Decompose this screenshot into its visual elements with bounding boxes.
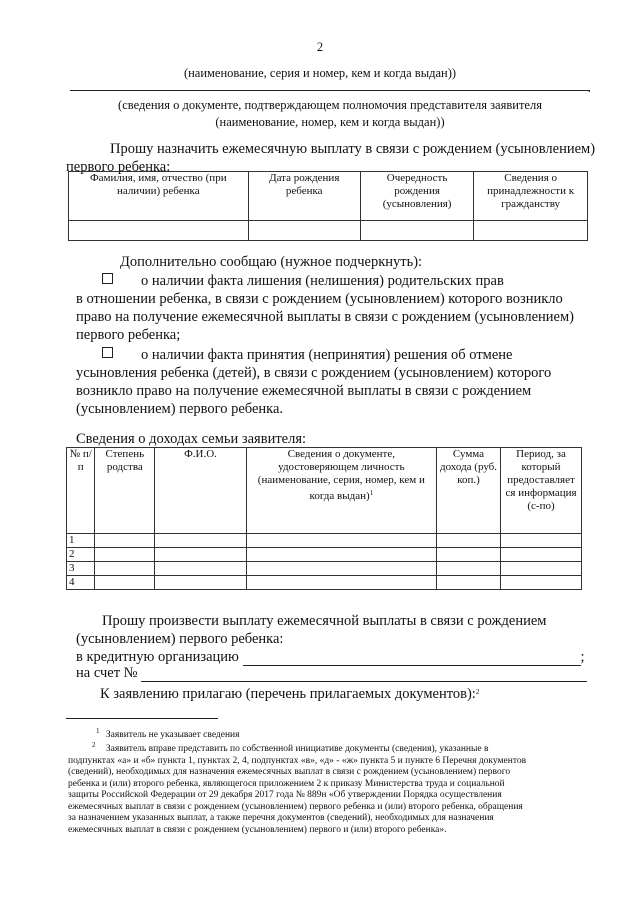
income-cell[interactable] [436,562,500,576]
income-cell[interactable] [246,534,436,548]
option1-line1: о наличии факта лишения (нелишения) родительских прав [141,273,504,289]
income-row-number: 1 [67,534,95,548]
footnote-separator [66,718,218,719]
rep-doc-caption-line2: (наименование, номер, кем и когда выдан)) [215,115,445,129]
option2-line2: усыновления ребенка (детей), в связи с рождением (усыновлением) которого [76,365,552,381]
request-payment [76,612,596,648]
income-col-period: Период, за который предоставляет ся информация (с-по) [501,448,582,534]
doc-caption: (наименование, серия и номер, кем и когда выдан)) [183,66,457,80]
income-cell[interactable] [501,576,582,590]
income-col-no: № п/п [67,448,95,534]
footnote-2-line7: за назначением указанных выплат, а также перечня документов (сведений), необходимых для назначения [68,813,494,823]
income-cell[interactable] [155,534,246,548]
dot-mark: . [588,84,591,95]
child-cell-birth-date[interactable] [248,221,360,241]
footnote-1-mark: 1 [96,727,100,735]
option2-line4: (усыновлением) первого ребенка. [76,401,284,417]
income-cell[interactable] [436,548,500,562]
table-row [67,576,582,590]
income-cell[interactable] [95,548,155,562]
income-cell[interactable] [95,534,155,548]
attachments-label: К заявлению прилагаю (перечень прилагаемых документов): [100,686,476,702]
income-cell[interactable] [436,534,500,548]
credit-org-end: ; [580,649,585,665]
income-cell[interactable] [155,562,246,576]
footnote-2-line5: защиты Российской Федерации от 29 декабря 2017 года № 889н «Об утверждении Порядка осуществления [68,790,502,800]
footnote-2-line4: ребенка и (или) второго ребенка, являющегося приложением 2 к приказу Министерства труда и социальной [68,778,505,789]
request-assign-line1: Прошу назначить ежемесячную выплату в связи с рождением (усыновлением) [110,141,596,157]
attachments-sup: 2 [475,688,480,696]
option1-line3: право на получение ежемесячной выплаты в связи с рождением (усыновлением) [76,309,574,325]
income-cell[interactable] [95,562,155,576]
child-cell-order[interactable] [360,221,473,241]
request-assign-line2: первого ребенка: [66,159,171,175]
account-row [76,664,600,682]
option2-checkbox[interactable] [102,347,113,358]
footnote-2-line6: ежемесячных выплат в связи с рождением (усыновлением) первого ребенка и (или) второго ребенка, обращения [68,801,523,812]
footnote-2 [68,740,596,836]
income-cell[interactable] [155,576,246,590]
income-cell[interactable] [246,548,436,562]
child-col-order: Очередность рождения (усыновления) [360,172,473,221]
footnote-1-text: Заявитель не указывает сведения [105,730,240,740]
credit-org-label: в кредитную организацию [76,649,239,665]
income-cell[interactable] [155,548,246,562]
income-col-relation: Степень родства [95,448,155,534]
income-col-document [246,448,436,534]
attachments-row [100,683,479,703]
option1-checkbox[interactable] [102,273,113,284]
child-col-citizenship: Сведения о принадлежности к гражданству [474,172,588,221]
child-table [68,171,588,241]
footnote-2-line3: (сведений), необходимых для назначения ежемесячных выплат в связи с рождением (усыновлением) первого [68,767,511,777]
income-cell[interactable] [501,548,582,562]
option1-line4: первого ребенка; [76,327,181,343]
footnote-2-line1: Заявитель вправе представить по собственной инициативе документы (сведения), указанные в [105,744,489,754]
table-row [67,548,582,562]
income-row-number: 2 [67,548,95,562]
income-cell[interactable] [501,562,582,576]
income-cell[interactable] [95,576,155,590]
account-input-line[interactable] [141,667,587,682]
income-table [66,447,582,590]
income-col-document-sup: 1 [369,489,374,497]
child-cell-citizenship[interactable] [474,221,588,241]
table-row [67,534,582,548]
option-deprivation [76,272,600,344]
child-cell-name[interactable] [69,221,249,241]
child-col-name: Фамилия, имя, отчество (при наличии) ребенка [69,172,249,221]
income-row-number: 3 [67,562,95,576]
request-payment-line2: (усыновлением) первого ребенка: [76,631,284,647]
footnote-2-mark: 2 [92,741,96,749]
option-adoption [76,346,600,418]
income-title: Сведения о доходах семьи заявителя: [76,431,307,447]
option2-line3: возникло право на получение ежемесячной выплаты в связи с рождением [76,383,532,399]
income-col-fio: Ф.И.О. [155,448,246,534]
income-cell[interactable] [246,576,436,590]
option1-line2: в отношении ребенка, в связи с рождением (усыновлением) которого возникло [76,291,563,307]
rep-doc-fill-line [70,90,590,91]
rep-doc-caption [0,97,640,131]
income-cell[interactable] [436,576,500,590]
additional-intro: Дополнительно сообщаю (нужное подчеркнуть): [120,254,423,270]
rep-doc-caption-line1: (сведения о документе, подтверждающем полномочия представителя заявителя [118,98,542,112]
income-row-number: 4 [67,576,95,590]
child-col-birth-date: Дата рождения ребенка [248,172,360,221]
income-cell[interactable] [246,562,436,576]
account-label: на счет № [76,665,138,681]
footnote-2-line8: ежемесячных выплат в связи с рождением (усыновлением) первого и (или) второго ребенка». [68,824,447,835]
page-number: 2 [316,40,324,54]
footnote-2-line2: подпунктах «а» и «б» пункта 1, пунктах 2, 4, подпунктах «в», «д» - «ж» пункта 5 и пункте 6 Перечня документов [68,755,527,766]
income-col-sum: Сумма дохода (руб. коп.) [436,448,500,534]
option2-line1: о наличии факта принятия (непринятия) решения об отмене [141,347,513,363]
table-row [67,562,582,576]
income-cell[interactable] [501,534,582,548]
income-col-document-text: Сведения о документе, удостоверяющем личность (наименование, серия, номер, кем и когда выдан) [257,448,425,502]
request-payment-line1: Прошу произвести выплату ежемесячной выплаты в связи с рождением [102,613,547,629]
